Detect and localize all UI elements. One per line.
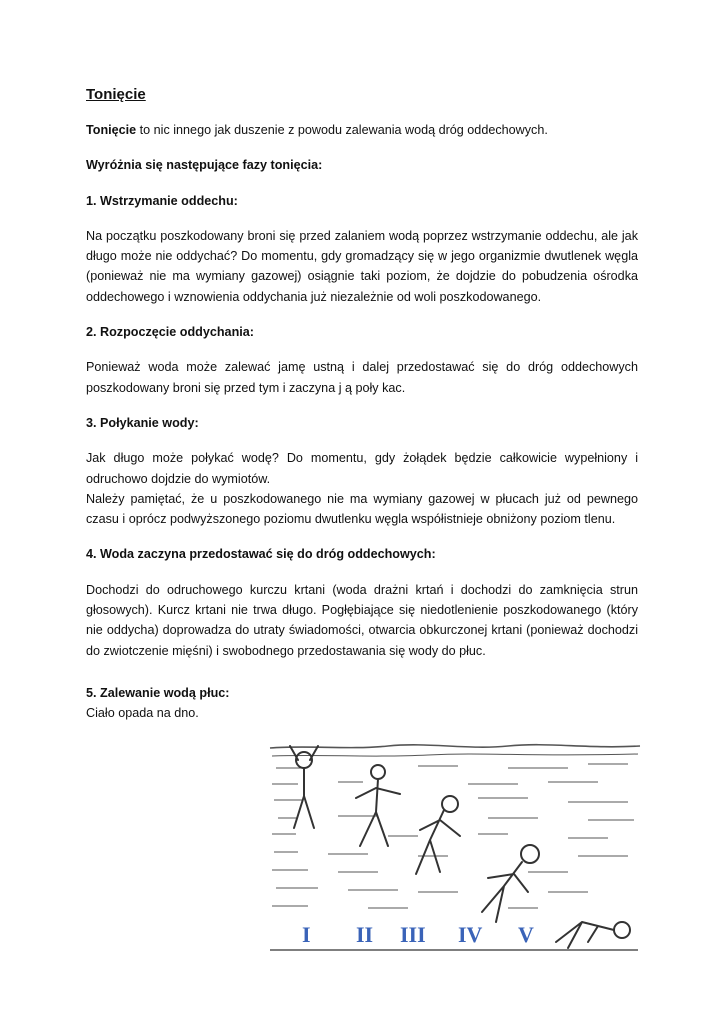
phase-4-text: Dochodzi do odruchowego kurczu krtani (woda drażni krtań i dochodzi do zamknięcia strun głosowych). Kurcz krtani nie trwa długo. Pogłębiające się niedotlenienie poszkodowanego (który nie oddycha) doprowadza do utraty świadomości, otwarcia obkurczonej krtani (ponieważ dochodzi do zwiotczenie mięśni) i swobodnego przedostawania się wody do płuc. [86,582,638,658]
swimmer-stage-4 [482,845,539,922]
phase-2-heading: 2. Rozpoczęcie oddychania: [86,325,254,340]
drowning-phases-drawing [268,742,642,960]
stage-label-5: V [518,922,534,947]
phase-3-heading: 3. Połykanie wody: [86,415,199,430]
stage-label-1: I [302,922,311,947]
phase-5-heading: 5. Zalewanie wodą płuc: [86,685,230,700]
stage-label-3: III [400,922,426,947]
phase-4-heading: 4. Woda zaczyna przedostawać się do dróg oddechowych: [86,547,436,562]
phase-1-text: Na początku poszkodowany broni się przed zalaniem wodą poprzez wstrzymanie oddechu, ale jak długo może nie oddychać? Do momentu, gdy gromadzący się w jego organizmie dwutlenek węgla (ponieważ nie ma wymiany gazowej) osiągnie taki poziom, że dojdzie do pobudzenia ośrodka oddechowego i wznowienia oddychania już niezależnie od woli poszkodowanego. [86,228,638,304]
swimmer-stage-2 [356,765,400,846]
phase-5-text: Ciało opada na dno. [86,706,199,721]
phase-1-heading: 1. Wstrzymanie oddechu: [86,193,238,208]
swimmer-stage-1 [290,746,318,828]
stage-label-4: IV [458,922,483,947]
stage-label-2: II [356,922,374,947]
phase-3-text-1: Jak długo może połykać wodę? Do momentu, gdy żołądek będzie całkowicie wypełniony i odruchowo dojdzie do wymiotów. [86,451,638,486]
drowning-phases-illustration [268,742,642,960]
stage-labels [302,922,534,947]
intro-term: Tonięcie [86,123,137,137]
swimmer-stage-3 [416,796,460,874]
swimmer-stage-5 [556,922,630,948]
phase-3-text-2: Należy pamiętać, że u poszkodowanego nie ma wymiany gazowej w płucach już od pewnego czasu i oprócz podwyższonego poziomu dwutlenku węgla współistnieje obniżony poziom tlenu. [86,491,638,527]
phases-heading: Wyróżnia się następujące fazy tonięcia: [86,158,323,173]
intro-paragraph [86,120,638,140]
page-title: Tonięcie [86,86,146,103]
document-page [86,86,638,724]
water-lines [270,745,640,950]
intro-text: to nic innego jak duszenie z powodu zalewania wodą dróg oddechowych. [136,123,548,137]
phase-2-text: Ponieważ woda może zalewać jamę ustną i dalej przedostawać się do dróg oddechowych poszkodowany broni się przed tym i zaczyna j ą poły kac. [86,360,638,395]
